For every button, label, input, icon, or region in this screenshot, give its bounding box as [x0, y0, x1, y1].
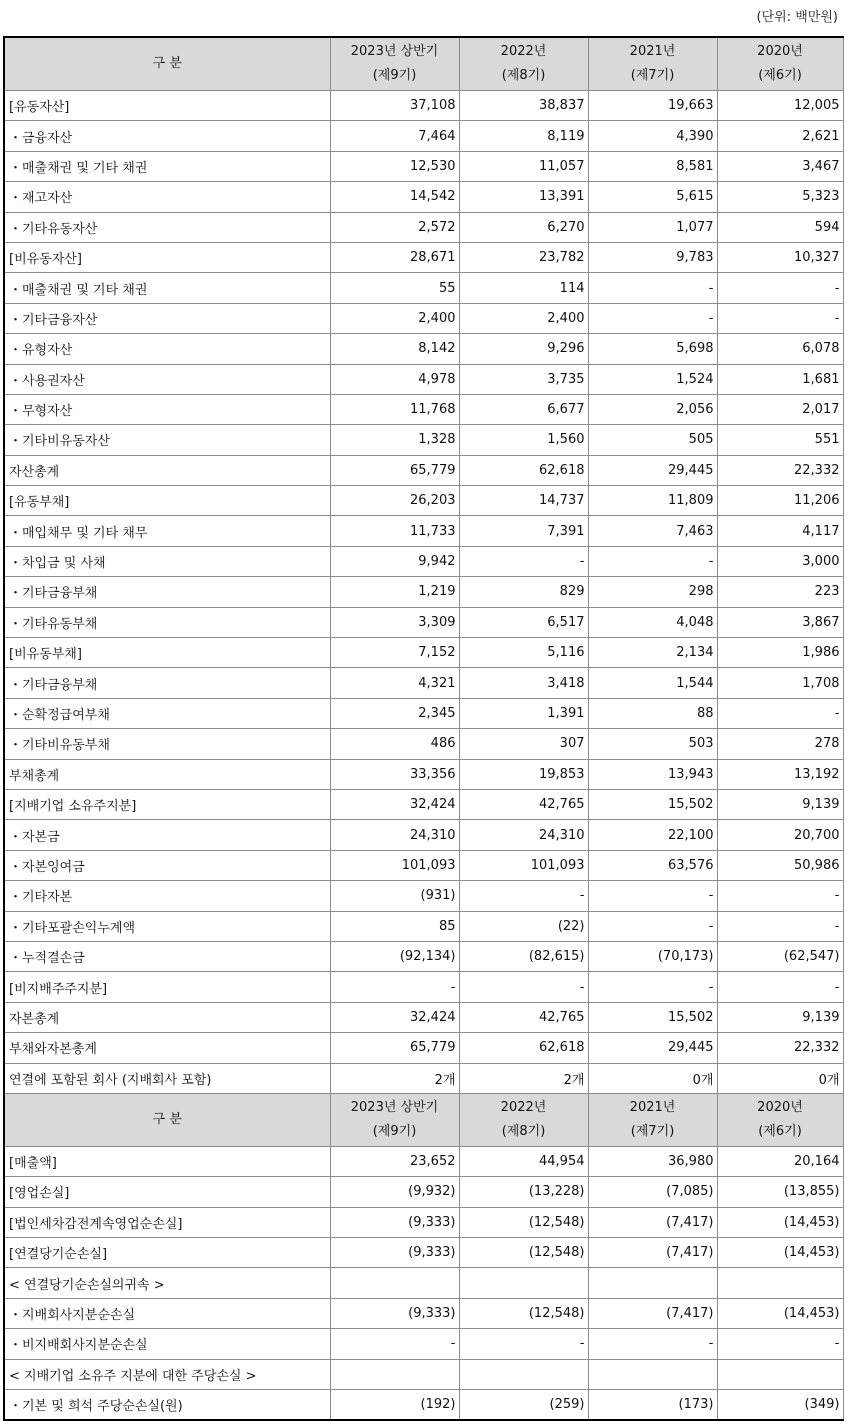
cell-value: 2,056 — [588, 394, 717, 424]
cell-value: 594 — [717, 212, 843, 242]
cell-value: 65,779 — [330, 1033, 459, 1063]
cell-value: (7,417) — [588, 1298, 717, 1328]
row-label: [유동자산] — [4, 91, 330, 121]
cell-value: - — [588, 303, 717, 333]
row-label: ・자본잉여금 — [4, 850, 330, 880]
column-header-title: 2023년 상반기 — [350, 44, 439, 59]
table-row — [4, 1238, 843, 1268]
cell-value: 2,400 — [459, 303, 588, 333]
cell-value: - — [717, 911, 843, 941]
table-row — [4, 334, 843, 364]
column-header-period: (제7기) — [630, 1123, 675, 1139]
table-row — [4, 1033, 843, 1063]
cell-value: 829 — [459, 577, 588, 607]
cell-value: 3,309 — [330, 607, 459, 637]
column-header-0 — [4, 37, 330, 91]
cell-value — [459, 1359, 588, 1389]
cell-value: (173) — [588, 1390, 717, 1421]
cell-value: (349) — [717, 1390, 843, 1421]
cell-value: 29,445 — [588, 455, 717, 485]
table-row — [4, 729, 843, 759]
column-header-period: (제6기) — [758, 68, 802, 83]
row-label: 부채총계 — [4, 759, 330, 789]
table-row — [4, 516, 843, 546]
row-label: ・기타비유동부채 — [4, 729, 330, 759]
table-row — [4, 212, 843, 242]
cell-value: 298 — [588, 577, 717, 607]
cell-value: (9,333) — [330, 1298, 459, 1328]
cell-value: - — [588, 1329, 717, 1359]
cell-value: (931) — [330, 881, 459, 911]
cell-value: - — [717, 303, 843, 333]
table-row — [4, 151, 843, 181]
row-label: ・기타유동부채 — [4, 607, 330, 637]
cell-value: 2,345 — [330, 698, 459, 728]
cell-value: (7,417) — [588, 1207, 717, 1237]
table-row — [4, 1390, 843, 1421]
cell-value: - — [459, 881, 588, 911]
column-header-3 — [588, 1093, 717, 1146]
cell-value: 505 — [588, 425, 717, 455]
table-row — [4, 820, 843, 850]
cell-value: 26,203 — [330, 486, 459, 516]
table-row — [4, 394, 843, 424]
cell-value: 65,779 — [330, 455, 459, 485]
cell-value: 2개 — [459, 1063, 588, 1093]
table-row — [4, 273, 843, 303]
column-header-title: 구 분 — [152, 56, 182, 71]
row-label: [비유동자산] — [4, 242, 330, 272]
cell-value: 1,708 — [717, 668, 843, 698]
row-label: ・기타금융부채 — [4, 577, 330, 607]
row-label: ・기타금융자산 — [4, 303, 330, 333]
cell-value — [330, 1359, 459, 1389]
cell-value: 11,206 — [717, 486, 843, 516]
table-row — [4, 607, 843, 637]
cell-value: (70,173) — [588, 941, 717, 971]
row-label: [지배기업 소유주지분] — [4, 789, 330, 819]
cell-value: 11,809 — [588, 486, 717, 516]
cell-value: 6,270 — [459, 212, 588, 242]
column-header-period: (제8기) — [501, 68, 546, 83]
cell-value: 36,980 — [588, 1146, 717, 1176]
table-row — [4, 638, 843, 668]
cell-value: 1,986 — [717, 638, 843, 668]
row-label: ・매출채권 및 기타 채권 — [4, 151, 330, 181]
cell-value — [459, 1268, 588, 1298]
cell-value: 23,652 — [330, 1146, 459, 1176]
cell-value: 12,005 — [717, 91, 843, 121]
cell-value: 9,783 — [588, 242, 717, 272]
column-header-title: 2022년 — [500, 1099, 547, 1115]
column-header-title: 2021년 — [629, 1099, 676, 1115]
column-header-title: 구 분 — [152, 1111, 182, 1127]
cell-value: (14,453) — [717, 1238, 843, 1268]
cell-value — [717, 1359, 843, 1389]
row-label: ・기타포괄손익누계액 — [4, 911, 330, 941]
column-header-period: (제9기) — [372, 1123, 417, 1139]
cell-value: - — [330, 972, 459, 1002]
cell-value: 0개 — [717, 1063, 843, 1093]
cell-value: 50,986 — [717, 850, 843, 880]
cell-value: 13,192 — [717, 759, 843, 789]
table-row — [4, 850, 843, 880]
cell-value: - — [588, 881, 717, 911]
table-row — [4, 91, 843, 121]
cell-value: 42,765 — [459, 789, 588, 819]
row-label: ・기본 및 희석 주당순손실(원) — [4, 1390, 330, 1421]
cell-value: 2,572 — [330, 212, 459, 242]
cell-value: 7,464 — [330, 121, 459, 151]
cell-value: 20,164 — [717, 1146, 843, 1176]
cell-value: 32,424 — [330, 1002, 459, 1032]
cell-value: 1,077 — [588, 212, 717, 242]
cell-value: - — [459, 972, 588, 1002]
column-header-1 — [330, 1093, 459, 1146]
cell-value: 1,391 — [459, 698, 588, 728]
cell-value: 4,978 — [330, 364, 459, 394]
cell-value: - — [588, 273, 717, 303]
table-row — [4, 425, 843, 455]
table-row — [4, 303, 843, 333]
cell-value: 9,139 — [717, 789, 843, 819]
row-label: ・매입채무 및 기타 채무 — [4, 516, 330, 546]
cell-value: 3,418 — [459, 668, 588, 698]
cell-value: 7,152 — [330, 638, 459, 668]
cell-value: 63,576 — [588, 850, 717, 880]
cell-value: (22) — [459, 911, 588, 941]
cell-value: 551 — [717, 425, 843, 455]
cell-value: 6,078 — [717, 334, 843, 364]
cell-value: 42,765 — [459, 1002, 588, 1032]
cell-value: 85 — [330, 911, 459, 941]
cell-value: 3,000 — [717, 546, 843, 576]
cell-value: - — [717, 881, 843, 911]
cell-value: 13,391 — [459, 182, 588, 212]
row-label: 부채와자본총계 — [4, 1033, 330, 1063]
column-header-3 — [588, 37, 717, 91]
cell-value: (9,932) — [330, 1177, 459, 1207]
cell-value: 13,943 — [588, 759, 717, 789]
cell-value: 23,782 — [459, 242, 588, 272]
row-label: ・차입금 및 사채 — [4, 546, 330, 576]
cell-value: 8,142 — [330, 334, 459, 364]
cell-value: 32,424 — [330, 789, 459, 819]
cell-value: 24,310 — [330, 820, 459, 850]
row-label: ・재고자산 — [4, 182, 330, 212]
cell-value: 19,663 — [588, 91, 717, 121]
column-header-2 — [459, 1093, 588, 1146]
column-header-title: 2021년 — [629, 44, 676, 59]
cell-value: 24,310 — [459, 820, 588, 850]
column-header-period: (제9기) — [372, 68, 417, 83]
cell-value: (62,547) — [717, 941, 843, 971]
cell-value: 4,321 — [330, 668, 459, 698]
cell-value: (7,085) — [588, 1177, 717, 1207]
row-label: [매출액] — [4, 1146, 330, 1176]
cell-value: 11,057 — [459, 151, 588, 181]
cell-value: 10,327 — [717, 242, 843, 272]
cell-value: (14,453) — [717, 1298, 843, 1328]
table-row — [4, 242, 843, 272]
cell-value: 28,671 — [330, 242, 459, 272]
cell-value: (13,855) — [717, 1177, 843, 1207]
table-row — [4, 577, 843, 607]
cell-value: - — [459, 546, 588, 576]
cell-value: 3,735 — [459, 364, 588, 394]
cell-value: 62,618 — [459, 455, 588, 485]
cell-value: 307 — [459, 729, 588, 759]
cell-value: - — [588, 546, 717, 576]
cell-value: 14,737 — [459, 486, 588, 516]
income-statement-header-row — [4, 1093, 843, 1146]
cell-value: (9,333) — [330, 1207, 459, 1237]
cell-value: 114 — [459, 273, 588, 303]
cell-value: - — [717, 698, 843, 728]
cell-value: 29,445 — [588, 1033, 717, 1063]
table-row — [4, 364, 843, 394]
cell-value: - — [717, 972, 843, 1002]
column-header-2 — [459, 37, 588, 91]
cell-value: 0개 — [588, 1063, 717, 1093]
cell-value: 38,837 — [459, 91, 588, 121]
cell-value: 4,390 — [588, 121, 717, 151]
cell-value: 88 — [588, 698, 717, 728]
cell-value: - — [717, 1329, 843, 1359]
cell-value: 6,677 — [459, 394, 588, 424]
row-label: ・누적결손금 — [4, 941, 330, 971]
table-row — [4, 1298, 843, 1328]
cell-value: - — [588, 911, 717, 941]
cell-value: 7,463 — [588, 516, 717, 546]
table-row — [4, 698, 843, 728]
table-row — [4, 1268, 843, 1298]
cell-value: (9,333) — [330, 1238, 459, 1268]
cell-value: 101,093 — [330, 850, 459, 880]
cell-value — [330, 1268, 459, 1298]
cell-value: - — [459, 1329, 588, 1359]
table-row — [4, 486, 843, 516]
cell-value: 12,530 — [330, 151, 459, 181]
cell-value: 5,116 — [459, 638, 588, 668]
column-header-title: 2020년 — [757, 1099, 803, 1115]
cell-value: 11,733 — [330, 516, 459, 546]
row-label: ・유형자산 — [4, 334, 330, 364]
cell-value: 20,700 — [717, 820, 843, 850]
cell-value: 6,517 — [459, 607, 588, 637]
cell-value: 44,954 — [459, 1146, 588, 1176]
table-row — [4, 1146, 843, 1176]
cell-value: 62,618 — [459, 1033, 588, 1063]
cell-value: 1,544 — [588, 668, 717, 698]
cell-value: 11,768 — [330, 394, 459, 424]
row-label: ・기타유동자산 — [4, 212, 330, 242]
row-label: 자본총계 — [4, 1002, 330, 1032]
row-label: ・순확정급여부채 — [4, 698, 330, 728]
balance-sheet-header-row — [4, 37, 843, 91]
table-row — [4, 881, 843, 911]
table-row — [4, 1207, 843, 1237]
cell-value: (12,548) — [459, 1207, 588, 1237]
cell-value: 1,219 — [330, 577, 459, 607]
column-header-4 — [717, 1093, 843, 1146]
cell-value: 15,502 — [588, 1002, 717, 1032]
unit-label: (단위: 백만원) — [756, 10, 838, 25]
cell-value: 2,017 — [717, 394, 843, 424]
row-label: [법인세차감전계속영업순손실] — [4, 1207, 330, 1237]
row-label: 연결에 포함된 회사 (지배회사 포함) — [4, 1063, 330, 1093]
column-header-period: (제6기) — [758, 1123, 802, 1139]
column-header-title: 2022년 — [500, 44, 547, 59]
table-row — [4, 1002, 843, 1032]
cell-value: 15,502 — [588, 789, 717, 819]
column-header-period: (제8기) — [501, 1123, 546, 1139]
cell-value: - — [717, 273, 843, 303]
cell-value: 5,615 — [588, 182, 717, 212]
cell-value: 9,942 — [330, 546, 459, 576]
row-label: 자산총계 — [4, 455, 330, 485]
cell-value: 1,524 — [588, 364, 717, 394]
cell-value: (92,134) — [330, 941, 459, 971]
row-label: < 연결당기순손실의귀속 > — [4, 1268, 330, 1298]
cell-value: 9,139 — [717, 1002, 843, 1032]
cell-value: (14,453) — [717, 1207, 843, 1237]
row-label: ・지배회사지분순손실 — [4, 1298, 330, 1328]
cell-value: (259) — [459, 1390, 588, 1421]
table-row — [4, 759, 843, 789]
cell-value: 8,581 — [588, 151, 717, 181]
row-label: ・사용권자산 — [4, 364, 330, 394]
table-row — [4, 789, 843, 819]
cell-value: 2,400 — [330, 303, 459, 333]
cell-value: 101,093 — [459, 850, 588, 880]
cell-value: 3,867 — [717, 607, 843, 637]
cell-value: 8,119 — [459, 121, 588, 151]
cell-value: (13,228) — [459, 1177, 588, 1207]
cell-value: 5,698 — [588, 334, 717, 364]
row-label: [연결당기순손실] — [4, 1238, 330, 1268]
cell-value: 22,100 — [588, 820, 717, 850]
row-label: < 지배기업 소유주 지분에 대한 주당손실 > — [4, 1359, 330, 1389]
row-label: ・자본금 — [4, 820, 330, 850]
row-label: [비지배주주지분] — [4, 972, 330, 1002]
cell-value: 1,328 — [330, 425, 459, 455]
column-header-0 — [4, 1093, 330, 1146]
row-label: [영업손실] — [4, 1177, 330, 1207]
cell-value: 3,467 — [717, 151, 843, 181]
cell-value — [588, 1359, 717, 1389]
column-header-4 — [717, 37, 843, 91]
cell-value: 14,542 — [330, 182, 459, 212]
table-row — [4, 455, 843, 485]
row-label: ・매출채권 및 기타 채권 — [4, 273, 330, 303]
row-label: ・기타금융부채 — [4, 668, 330, 698]
cell-value: 33,356 — [330, 759, 459, 789]
column-header-period: (제7기) — [630, 68, 675, 83]
cell-value: 22,332 — [717, 1033, 843, 1063]
cell-value: 223 — [717, 577, 843, 607]
table-row — [4, 1329, 843, 1359]
table-row — [4, 1359, 843, 1389]
row-label: ・기타자본 — [4, 881, 330, 911]
table-row — [4, 546, 843, 576]
cell-value: 2,134 — [588, 638, 717, 668]
cell-value — [588, 1268, 717, 1298]
cell-value: 37,108 — [330, 91, 459, 121]
cell-value: 55 — [330, 273, 459, 303]
table-row — [4, 121, 843, 151]
financial-summary-table — [3, 36, 844, 1421]
row-label: ・무형자산 — [4, 394, 330, 424]
table-row — [4, 668, 843, 698]
row-label: ・비지배회사지분순손실 — [4, 1329, 330, 1359]
table-row — [4, 182, 843, 212]
cell-value: 1,560 — [459, 425, 588, 455]
cell-value — [717, 1268, 843, 1298]
cell-value: 9,296 — [459, 334, 588, 364]
cell-value: 2,621 — [717, 121, 843, 151]
column-header-title: 2020년 — [757, 44, 803, 59]
cell-value: (12,548) — [459, 1238, 588, 1268]
table-row — [4, 1177, 843, 1207]
cell-value: 2개 — [330, 1063, 459, 1093]
row-label: [비유동부채] — [4, 638, 330, 668]
cell-value: (7,417) — [588, 1238, 717, 1268]
cell-value: (192) — [330, 1390, 459, 1421]
cell-value: 503 — [588, 729, 717, 759]
table-row — [4, 941, 843, 971]
cell-value: - — [330, 1329, 459, 1359]
cell-value: 278 — [717, 729, 843, 759]
column-header-1 — [330, 37, 459, 91]
cell-value: 1,681 — [717, 364, 843, 394]
cell-value: (12,548) — [459, 1298, 588, 1328]
cell-value: 486 — [330, 729, 459, 759]
cell-value: 4,117 — [717, 516, 843, 546]
cell-value: 5,323 — [717, 182, 843, 212]
cell-value: 19,853 — [459, 759, 588, 789]
table-row — [4, 1063, 843, 1093]
row-label: [유동부채] — [4, 486, 330, 516]
cell-value: 4,048 — [588, 607, 717, 637]
row-label: ・기타비유동자산 — [4, 425, 330, 455]
cell-value: - — [588, 972, 717, 1002]
row-label: ・금융자산 — [4, 121, 330, 151]
column-header-title: 2023년 상반기 — [350, 1099, 439, 1115]
table-row — [4, 911, 843, 941]
cell-value: 22,332 — [717, 455, 843, 485]
cell-value: (82,615) — [459, 941, 588, 971]
table-row — [4, 972, 843, 1002]
cell-value: 7,391 — [459, 516, 588, 546]
